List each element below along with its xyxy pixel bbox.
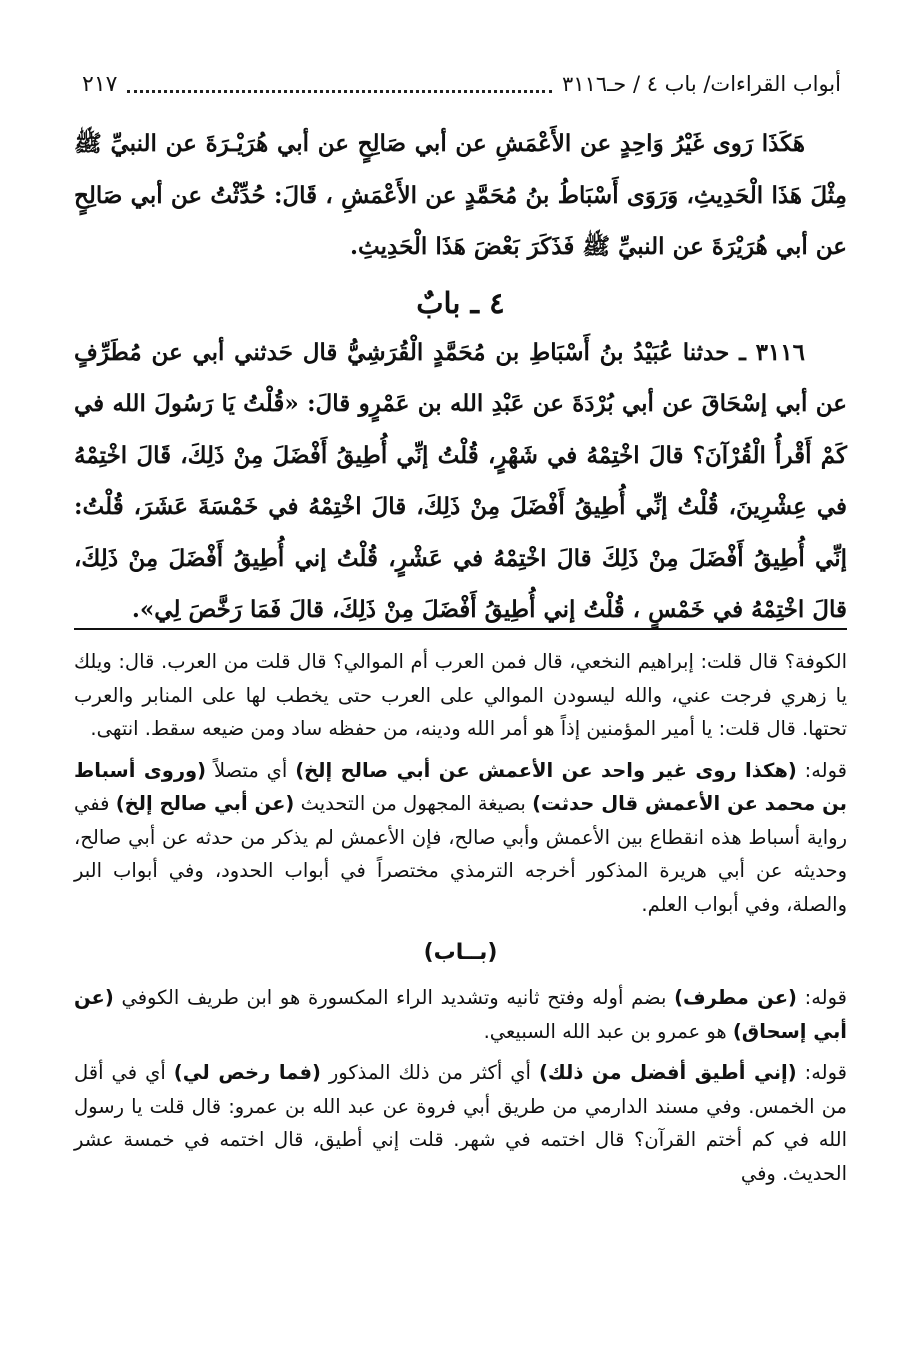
commentary-paragraph <box>74 1056 847 1190</box>
commentary-quote: (عن أبي إسحاق) <box>74 986 847 1043</box>
commentary-sub-heading: (بــاب) <box>423 940 498 965</box>
commentary-paragraph: الكوفة؟ قال قلت: إبراهيم النخعي، قال فمن العرب أم الموالي؟ قال قلت من العرب. قال: ويلك يا زهري فرجت عني، والله ليسودن الموالي على العرب حتى يخطب لها على المنابر والعرب تحتها. قال قلت: يا أمير المؤمنين إذاً هو أمر الله ودينه، من حفظه ساد ومن ضيعه سقط. انتهى. <box>74 650 847 740</box>
commentary-text: قوله: <box>796 758 847 782</box>
commentary-text: بصيغة المجهول من التحديث <box>294 792 533 815</box>
main-text <box>74 118 847 636</box>
running-title: أبواب القراءات/ باب ٤ / حـ٣١١٦ <box>562 72 841 96</box>
commentary-text: ففي رواية أسباط هذه انقطاع بين الأعمش وأبي صالح، فإن الأعمش لم يذكر من حدثه عن أبي صالح، وحديثه عن أبي هريرة المذكور أخرجه الترمذي مختصراً في أبواب الحدود، وفي أبواب البر والصلة، وفي أبواب العلم. <box>74 792 847 916</box>
hadith-text: ٣١١٦ ـ حدثنا عُبَيْدُ بنُ أَسْبَاطِ بن مُحَمَّدٍ الْقُرَشِيُّ قال حَدثني أبي عن مُطَرِّفٍ عن أبي إسْحَاقَ عن أبي بُرْدَةَ عن عَبْدِ الله بن عَمْرٍو قالَ: «قُلْتُ يَا رَسُولَ الله في كَمْ أَقْرأُ الْقُرْآنَ؟ قالَ اخْتِمْهُ في شَهْرٍ، قُلْتُ إنِّي أُطِيقُ أَفْضَلَ مِنْ ذَلِكَ، قَالَ اخْتِمْهُ في عِشْرِينَ، قُلْتُ إنِّي أُطِيقُ أَفْضَلَ مِنْ ذَلِكَ، قالَ اخْتِمْهُ في خَمْسَةَ عَشَرَ، قُلْتُ: إنِّي أُطِيقُ أَفْضَلَ مِنْ ذَلِكَ قالَ اخْتِمْهُ في عَشْرٍ، قُلْتُ إني أُطِيقُ أَفْضَلَ مِنْ ذَلِكَ، قالَ اخْتِمْهُ في خَمْسٍ ، قُلْتُ إني أُطِيقُ أَفْضَلَ مِنْ ذَلِكَ، قالَ فَمَا رَخَّصَ لِي». <box>74 338 847 623</box>
commentary-text: أي أكثر من ذلك المذكور <box>320 1061 539 1084</box>
commentary-text: قوله: <box>796 1061 848 1084</box>
commentary-paragraph <box>74 754 847 922</box>
commentary-text: قوله: <box>796 986 847 1009</box>
commentary-section <box>74 645 847 1190</box>
commentary-quote: (وروى أسباط بن محمد عن الأعمش قال حدثت) <box>74 758 848 815</box>
commentary-paragraph <box>74 981 847 1048</box>
commentary-quote: (هكذا روى غير واحد عن الأعمش عن أبي صالح إلخ) <box>295 758 797 782</box>
commentary-quote: (فما رخص لي) <box>173 1061 321 1084</box>
commentary-text: بضم أوله وفتح ثانيه وتشديد الراء المكسورة هو ابن طريف الكوفي <box>113 986 675 1009</box>
commentary-quote: (عن أبي صالح إلخ) <box>115 792 295 815</box>
dotted-leader <box>127 76 552 93</box>
chapter-heading: ٤ ـ بابٌ <box>416 285 505 320</box>
commentary-quote: (عن مطرف) <box>674 986 797 1009</box>
commentary-text: هو عمرو بن عبد الله السبيعي. <box>483 1019 733 1043</box>
footnote-divider <box>74 628 847 630</box>
page-number: ٢١٧ <box>82 71 118 97</box>
page-header <box>82 62 841 106</box>
commentary-text: أي في أقل من الخمس. وفي مسند الدارمي من طريق أبي فروة عن عبد الله بن عمرو: قال قلت يا رسول الله في كم أختم القرآن؟ قال اختمه في شهر. قلت إني أطيق، قال اختمه في خمسة عشر الحديث. وفي <box>74 1061 847 1185</box>
commentary-text: أي متصلاً <box>206 758 296 782</box>
commentary-quote: (إني أطيق أفضل من ذلك) <box>538 1061 797 1084</box>
main-paragraph: هَكَذَا رَوى غَيْرُ وَاحِدٍ عن الأَعْمَشِ عن أبي صَالِحٍ عن أبي هُرَيْـرَةَ عن النبيِّ ﷺ مِثْلَ هَذَا الْحَدِيثِ، وَرَوَى أَسْبَاطُ بنُ مُحَمَّدٍ عن الأَعْمَشِ ، قَالَ: حُدِّثْتُ عن أبي صَالِحٍ عن أبي هُرَيْرَةَ عن النبيِّ ﷺ فَذَكَرَ بَعْضَ هَذَا الْحَدِيثِ. <box>74 130 847 260</box>
